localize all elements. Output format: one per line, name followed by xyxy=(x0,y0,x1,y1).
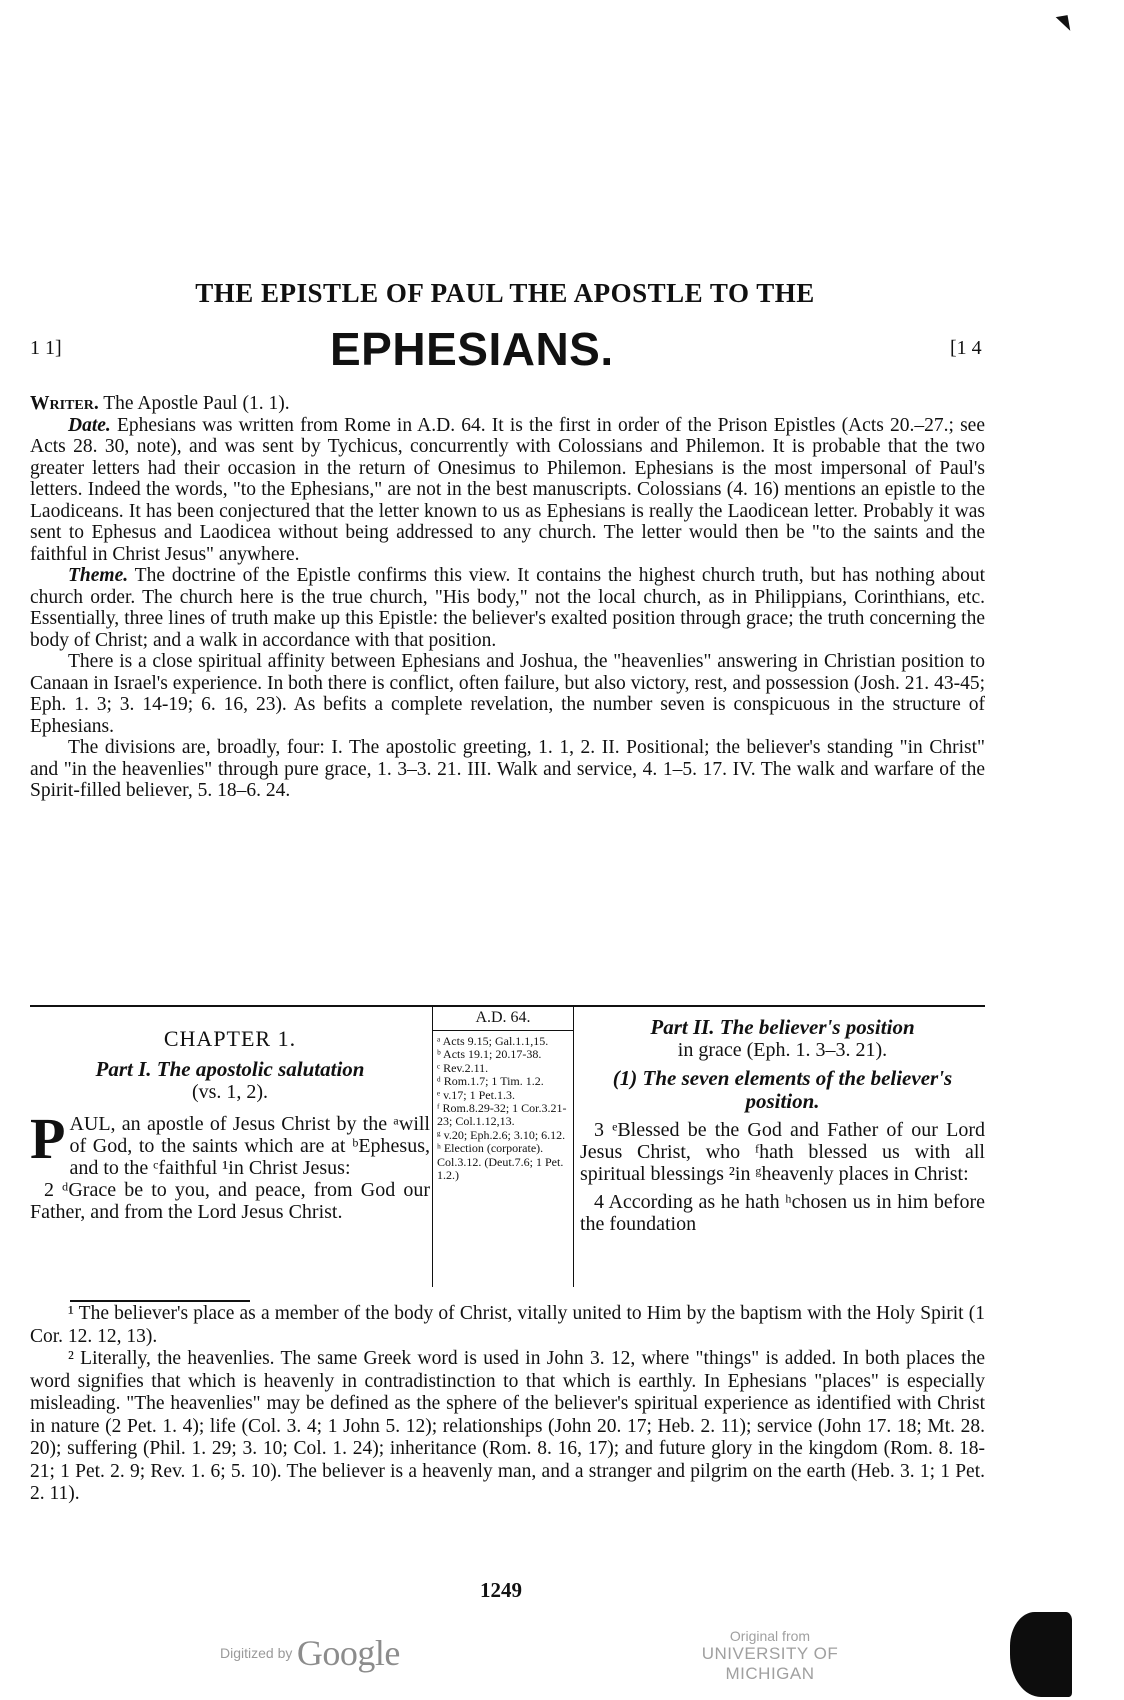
original-from-watermark xyxy=(660,1628,880,1684)
marginal-ref: ᶜ Rev.2.11. xyxy=(437,1060,489,1075)
writer-label: Writer. xyxy=(30,393,99,414)
date-paragraph xyxy=(30,415,985,566)
drop-cap: P xyxy=(30,1106,66,1171)
footnote-1: ¹ The believer's place as a member of the body of Christ, vitally united to Him by the baptism with the Holy Spirit (1 Cor. 12. 12, 13). xyxy=(30,1303,985,1347)
writer-paragraph xyxy=(30,393,985,415)
institution-name: UNIVERSITY OF MICHIGAN xyxy=(701,1644,839,1683)
date-text: Ephesians was written from Rome in A.D. 64. It is the first in order of the Prison Epistles (Acts 20.–27.; see Acts 28. 30, note), and was sent by Tychicus, concurrently with Colossians and Philemon. It is probable that the two greater letters had their occasion in the return of Onesimus to Philemon. Ephesians is the most impersonal of Paul's letters. Indeed the words, "to the Ephesians," are not in the best manuscripts. Colossians (4. 16) mentions an epistle to the Laodiceans. It has been conjectured that the letter known to us as Ephesians is really the Laodicean letter. Probably it was sent to Ephesus and Laodicea without being addressed to any church. The letter would then be "to the saints and the faithful in Christ Jesus" anywhere. xyxy=(30,414,985,565)
footnote-2: ² Literally, the heavenlies. The same Greek word is used in John 3. 12, where "things" is added. In both places the word signifies that which is heavenly in contradistinction to that which is earthly. In Ephesians "places" is especially misleading. "The heavenlies" may be defined as the sphere of the believer's spiritual experience as identified with Christ in nature (2 Pet. 1. 4); life (Col. 3. 4; 1 John 5. 12); relationships (John 20. 17; Heb. 2. 11); service (John 17. 18; Mt. 28. 20); suffering (Phil. 1. 29; 3. 10; Col. 1. 24); inheritance (Rom. 8. 16, 17); and future glory in the kingdom (Rom. 8. 18-21; 1 Pet. 2. 9; Rev. 1. 6; 5. 10). The believer is a heavenly man, and a stranger and pilgrim on the earth (Heb. 3. 1; 1 Pet. 2. 11). xyxy=(30,1348,985,1504)
verse-3: 3 ᵉBlessed be the God and Father of our Lord Jesus Christ, who ᶠhath blessed us with all spiritual blessings ²in ᵍheavenly places in Christ: xyxy=(580,1119,985,1185)
marginal-year: A.D. 64. xyxy=(433,1007,573,1031)
divisions-paragraph: The divisions are, broadly, four: I. The apostolic greeting, 1. 1, 2. II. Positional; the believer's standing "in Christ" and "in the heavenlies" through pure grace, 1. 3–3. 21. III. Walk and service, 4. 1–5. 17. IV. The walk and warfare of the Spirit-filled believer, 5. 18–6. 24. xyxy=(30,737,985,801)
introduction xyxy=(30,393,985,802)
marginal-ref: ᶠ Rom.8.29-32; 1 Cor.3.21-23; Col.1.12,13. xyxy=(437,1101,567,1129)
marginal-ref-list xyxy=(433,1031,573,1186)
theme-text: The doctrine of the Epistle confirms this view. It contains the highest church truth, but has nothing about church order. The church here is the true church, "His body," not the local church, as in Philippians, Corinthians, etc. Essentially, three lines of truth make up this Epistle: the believer's exalted position through grace; the truth concerning the body of Christ; and a walk in accordance with that position. xyxy=(30,565,985,651)
book-title: EPHESIANS. xyxy=(330,323,614,375)
chapter-verse-ref-left: 1 1] xyxy=(30,337,62,359)
part-one-ref: (vs. 1, 2). xyxy=(191,1081,269,1103)
google-logo: Google xyxy=(296,1633,400,1673)
chapter-heading: CHAPTER 1. xyxy=(163,1026,297,1051)
text-column-left xyxy=(30,1010,430,1223)
theme-label: Theme. xyxy=(68,565,129,586)
part-two-title: Part II. The believer's position xyxy=(650,1015,915,1039)
marginal-ref: ᵍ v.20; Eph.2.6; 3.10; 6.12. xyxy=(437,1127,566,1142)
digitized-by-label: Digitized by xyxy=(220,1645,293,1661)
epistle-title-line: THE EPISTLE OF PAUL THE APOSTLE TO THE xyxy=(195,278,815,308)
verse-1 xyxy=(30,1106,430,1179)
section-subtitle xyxy=(580,1067,985,1113)
original-from-label: Original from xyxy=(729,1628,811,1644)
part-two-heading xyxy=(580,1016,985,1061)
digitized-by-watermark xyxy=(220,1632,400,1674)
footnotes xyxy=(30,1303,985,1506)
marginal-ref: ʰ Election (corporate). Col.3.12. (Deut.7.6; 1 Pet. 1.2.) xyxy=(437,1141,564,1183)
marginal-ref: ᵃ Acts 9.15; Gal.1.1,15. xyxy=(437,1034,549,1048)
text-column-right xyxy=(580,1010,985,1235)
verse-2: 2 ᵈGrace be to you, and peace, from God our Father, and from the Lord Jesus Christ. xyxy=(30,1179,430,1223)
date-label: Date. xyxy=(68,414,111,436)
writer-text: The Apostle Paul (1. 1). xyxy=(103,393,290,414)
verse-4: 4 According as he hath ʰchosen us in him before the foundation xyxy=(580,1191,985,1235)
part-one-title: Part I. The apostolic salutation xyxy=(95,1057,365,1081)
corner-arrow-icon xyxy=(1056,15,1071,33)
part-two-ref: in grace (Eph. 1. 3–3. 21). xyxy=(677,1039,888,1061)
joshua-paragraph: There is a close spiritual affinity between Ephesians and Joshua, the "heavenlies" answering in Christian position to Canaan in Israel's experience. In both there is conflict, often failure, but also victory, rest, and possession (Josh. 21. 43-45; Eph. 1. 3; 3. 14-19; 6. 16, 23). As befits a complete revelation, the number seven is conspicuous in the structure of Ephesians. xyxy=(30,651,985,737)
seven-elements-title: (1) The seven elements of the believer's position. xyxy=(612,1066,953,1113)
chapter-verse-ref-right: [1 4 xyxy=(950,337,982,359)
footnote-divider xyxy=(70,1300,250,1302)
verse-1-text: AUL, an apostle of Jesus Christ by the ᵃwill of God, to the saints which are at ᵇEphesus, and to the ᶜfaithful ¹in Christ Jesus: xyxy=(69,1113,430,1179)
part-one-heading xyxy=(30,1058,430,1103)
marginal-references xyxy=(432,1007,574,1287)
marginal-ref: ᵇ Acts 19.1; 20.17-38. xyxy=(437,1047,542,1062)
theme-paragraph xyxy=(30,565,985,651)
marginal-ref: ᵉ v.17; 1 Pet.1.3. xyxy=(437,1087,515,1102)
page-number: 1249 xyxy=(480,1578,522,1602)
marginal-ref: ᵈ Rom.1.7; 1 Tim. 1.2. xyxy=(437,1074,544,1089)
scan-shadow xyxy=(1010,1612,1072,1697)
